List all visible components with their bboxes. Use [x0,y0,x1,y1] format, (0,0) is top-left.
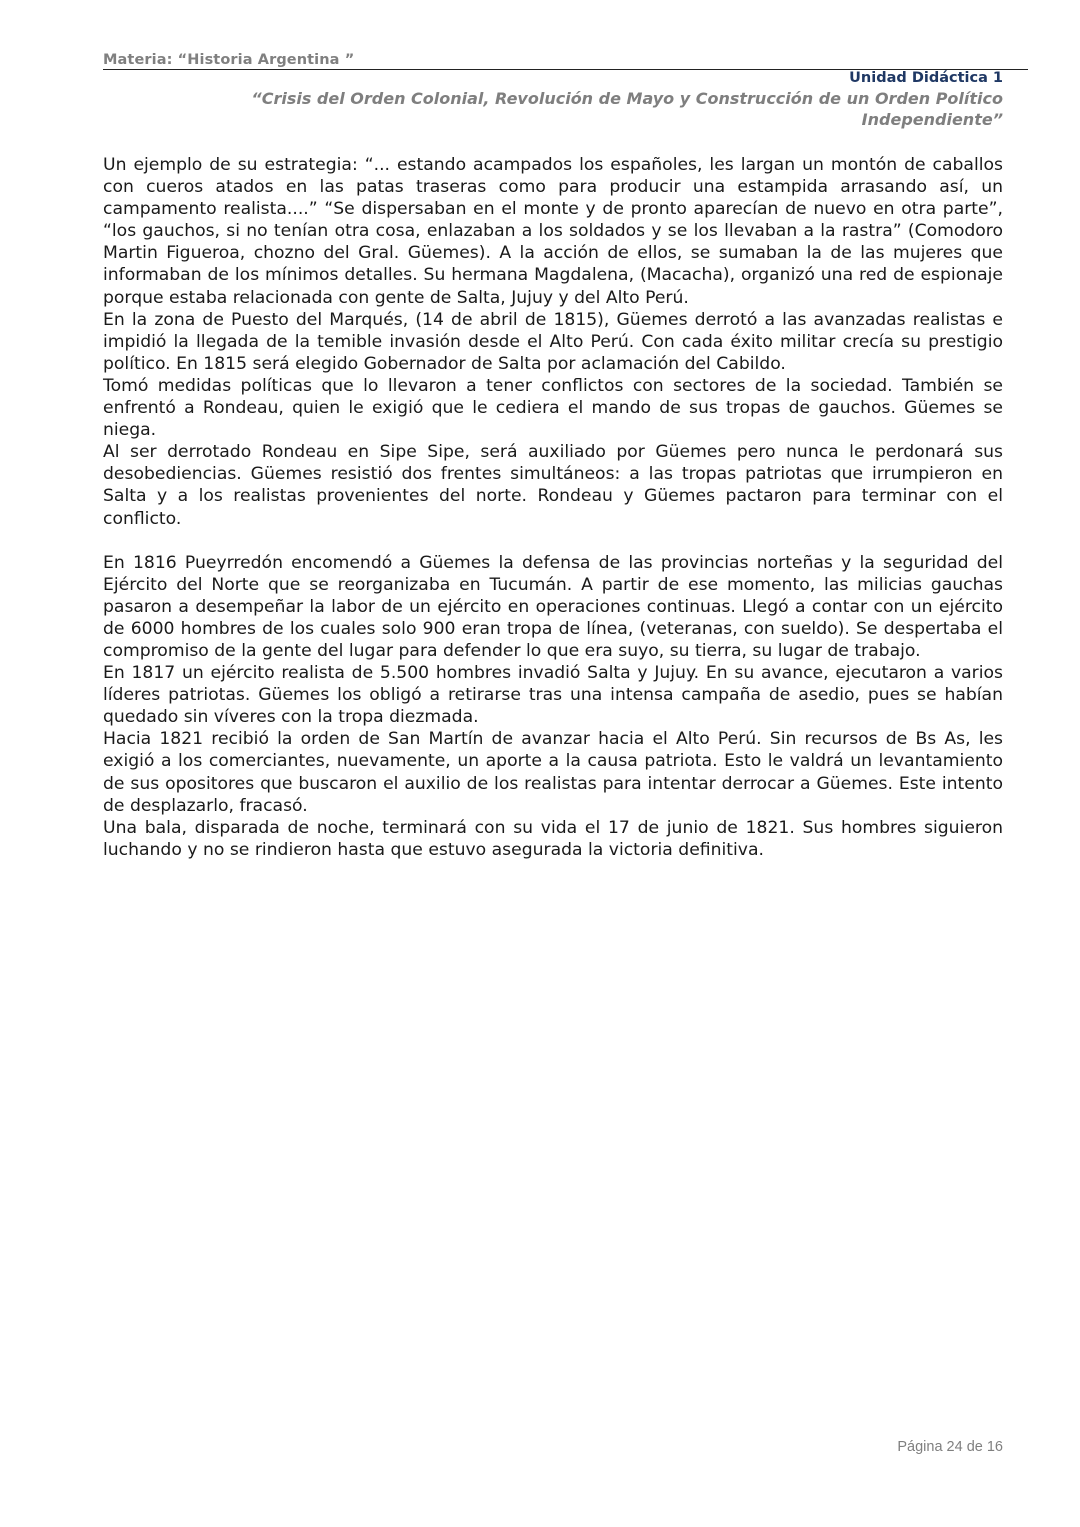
paragraph-death: Una bala, disparada de noche, terminará con su vida el 17 de junio de 1821. Sus hombres siguieron luchando y no se rindieron hasta que estuvo asegurada la victoria definitiva. [103,817,1003,860]
paragraph-1821: Hacia 1821 recibió la orden de San Martín de avanzar hacia el Alto Perú. Sin recursos de Bs As, les exigió a los comerciantes, nuevamente, un aporte a la causa patriota. Esto le valdrá un levantamiento de sus opositores que buscaron el auxilio de los realistas para intentar derrocar a Güemes. Este intento de desplazarlo, fracasó. [103,729,1003,816]
header-subtitle-line-2: Independiente” [861,110,1003,129]
paragraph-puesto-del-marques: En la zona de Puesto del Marqués, (14 de abril de 1815), Güemes derrotó a las avanzadas realistas e impidió la llegada de la temible invasión desde el Alto Perú. Con cada éxito militar crecía su prestigio político. En 1815 será elegido Gobernador de Salta por aclamación del Cabildo. [103,309,1003,374]
page-number: Página 24 de 16 [897,1439,1003,1455]
paragraph-political-measures: Tomó medidas políticas que lo llevaron a tener conflictos con sectores de la sociedad. También se enfrentó a Rondeau, quien le exigió que le cediera el mando de sus tropas de gauchos. Güemes se niega. [103,375,1003,441]
header-unit-title: Unidad Didáctica 1 [849,70,1003,86]
paragraph-sipe-sipe: Al ser derrotado Rondeau en Sipe Sipe, será auxiliado por Güemes pero nunca le perdonará sus desobediencias. Güemes resistió dos frentes simultáneos: a las tropas patriotas que irrumpieron en Salta y a los realistas provenientes del norte. Rondeau y Güemes pactaron para terminar con el conflicto. [103,442,1003,529]
header-subtitle-line-1: “Crisis del Orden Colonial, Revolución de Mayo y Construcción de un Orden Político [251,89,1003,108]
header-subject: Materia: “Historia Argentina ” [103,52,355,68]
document-body [103,154,1003,861]
paragraph-1816: En 1816 Pueyrredón encomendó a Güemes la defensa de las provincias norteñas y la seguridad del Ejército del Norte que se reorganizaba en Tucumán. A partir de ese momento, las milicias gauchas pasaron a desempeñar la labor de un ejército en operaciones continuas. Llegó a contar con un ejército de 6000 hombres de los cuales solo 900 eran tropa de línea, (veteranas, con sueldo). Se despertaba el compromiso de la gente del lugar para defender lo que era suyo, su tierra, su lugar de trabajo. [103,552,1003,661]
paragraph-strategy: Un ejemplo de su estrategia: “... estando acampados los españoles, les largan un montón de caballos con cueros atados en las patas traseras como para producir una estampida arrasando así, un campamento realista....” “Se dispersaban en el monte y de pronto aparecían de nuevo en otra parte”, “los gauchos, si no tenían otra cosa, enlazaban a los soldados y se los llevaban a la rastra” (Comodoro Martin Figueroa, chozno del Gral. Güemes). A la acción de ellos, se sumaban la de las mujeres que informaban de los mínimos detalles. Su hermana Magdalena, (Macacha), organizó una red de espionaje porque estaba relacionada con gente de Salta, Jujuy y del Alto Perú. [103,155,1003,308]
header-unit-subtitle [183,88,1003,130]
paragraph-1817: En 1817 un ejército realista de 5.500 hombres invadió Salta y Jujuy. En su avance, ejecutaron a varios líderes patriotas. Güemes los obligó a retirarse tras una intensa campaña de asedio, pues se habían quedado sin víveres con la tropa diezmada. [103,663,1003,728]
